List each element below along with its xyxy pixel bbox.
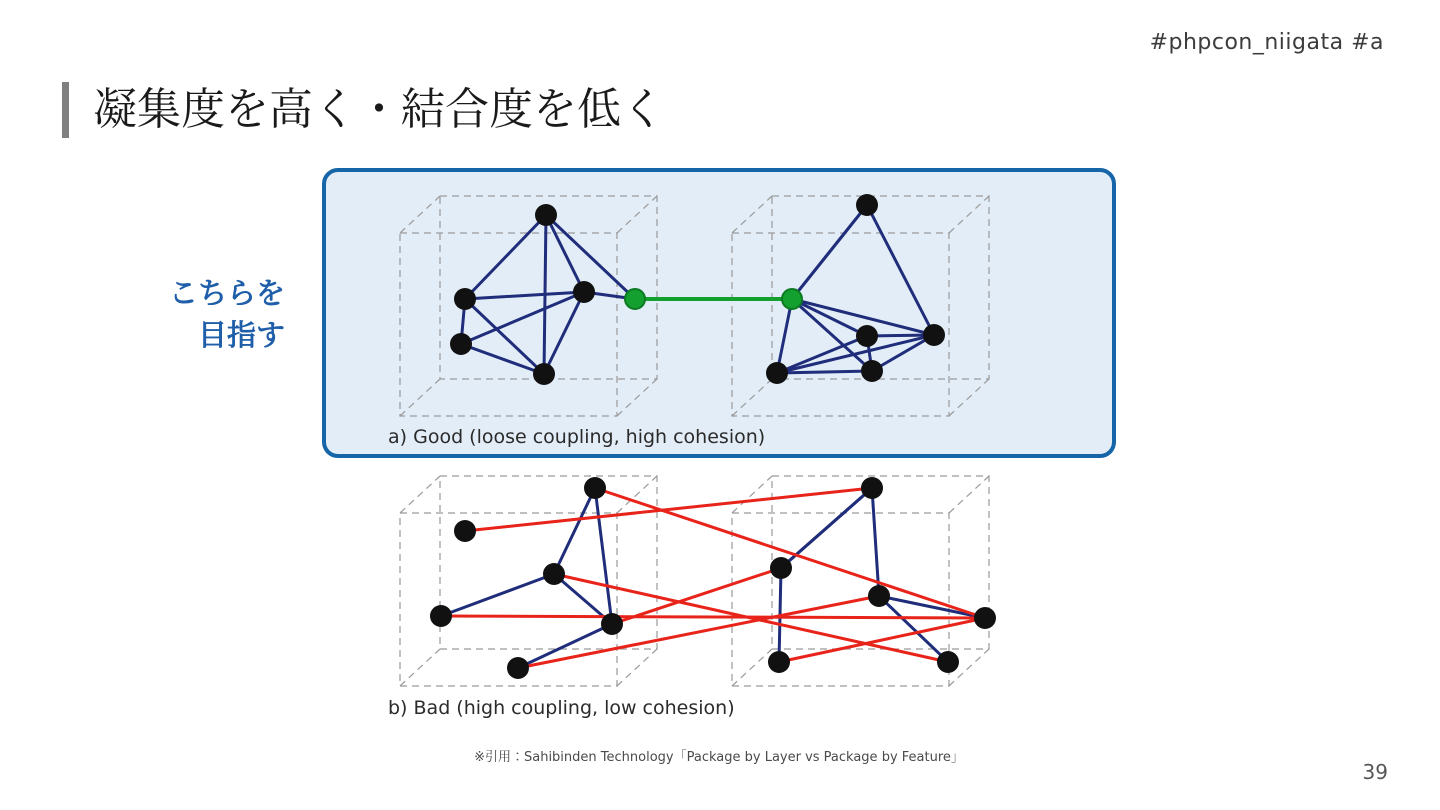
coupling-cohesion-figure — [322, 168, 1122, 768]
bad-left-module-box — [400, 476, 657, 686]
hashtag-label: #phpcon_niigata #a — [1149, 30, 1384, 55]
page-number: 39 — [1362, 760, 1388, 784]
good-left-intra-edges — [461, 215, 635, 374]
diagram-svg — [322, 168, 1122, 768]
source-credit: ※引用：Sahibinden Technology「Package by Layer vs Package by Feature」 — [474, 750, 964, 765]
page-title — [62, 78, 665, 142]
good-panel-group — [400, 194, 989, 416]
title-accent-bar — [62, 82, 69, 138]
good-right-module-box — [732, 196, 989, 416]
good-left-module-box — [400, 196, 657, 416]
annotation-line-2: 目指す — [197, 318, 285, 353]
caption-good: a) Good (loose coupling, high cohesion) — [388, 426, 766, 448]
annotation-target-label — [155, 272, 285, 356]
bad-intra-edges — [441, 488, 985, 668]
good-right-intra-edges — [777, 205, 934, 373]
annotation-line-1: こちらを — [168, 276, 285, 310]
caption-bad: b) Bad (high coupling, low cohesion) — [388, 697, 735, 719]
title-text: 凝集度を高く・結合度を低く — [93, 83, 665, 135]
bad-panel-group — [400, 476, 996, 686]
bad-inter-module-edges — [441, 488, 985, 668]
